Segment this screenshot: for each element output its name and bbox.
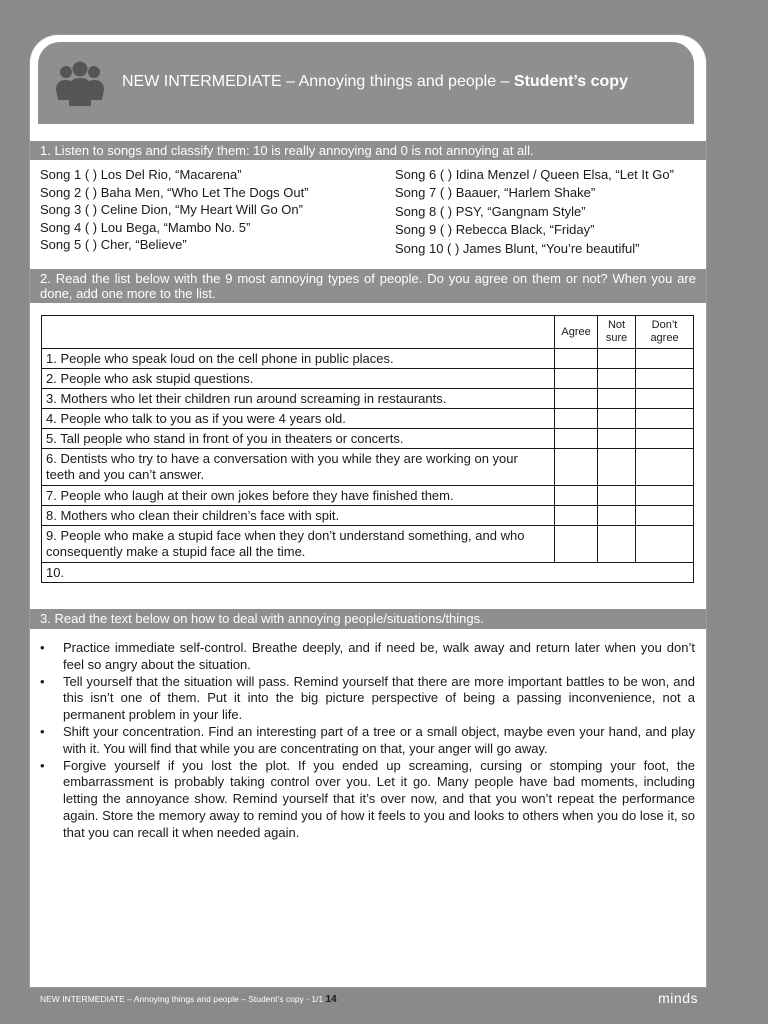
song-item: Song 4 ( ) Lou Bega, “Mambo No. 5”	[40, 219, 251, 235]
bullet-icon: •	[40, 640, 45, 655]
row-text: 2. People who ask stupid questions.	[42, 369, 555, 389]
row-text: 6. Dentists who try to have a conversation with you while they are working on your teeth and you can’t answer.	[42, 449, 555, 486]
table-row	[42, 526, 694, 563]
brand-logo: minds	[658, 990, 698, 1006]
page-number: 14	[325, 994, 337, 1005]
song-item: Song 6 ( ) Idina Menzel / Queen Elsa, “Let It Go”	[395, 167, 674, 182]
song-item: Song 10 ( ) James Blunt, “You’re beautiful”	[395, 240, 640, 256]
table-header-blank	[42, 316, 555, 349]
table-row	[42, 486, 694, 506]
row-text: 8. Mothers who clean their children’s face with spit.	[42, 506, 555, 526]
dont-agree-cell[interactable]	[636, 369, 694, 389]
song-item: Song 8 ( ) PSY, “Gangnam Style”	[395, 203, 586, 219]
not-sure-cell[interactable]	[598, 526, 636, 563]
agree-cell[interactable]	[555, 429, 598, 449]
row-text: 9. People who make a stupid face when they don’t understand something, and who consequently make a stupid face all the time.	[42, 526, 555, 563]
column-not-sure: Not sure	[598, 316, 636, 349]
list-item	[40, 724, 695, 758]
agree-cell[interactable]	[555, 506, 598, 526]
bullet-icon: •	[40, 723, 45, 739]
not-sure-cell[interactable]	[598, 486, 636, 506]
agree-cell[interactable]	[555, 409, 598, 429]
row-text: 4. People who talk to you as if you were 4 years old.	[42, 409, 555, 429]
column-dont-agree: Don’t agree	[636, 316, 694, 349]
section1-instruction: 1. Listen to songs and classify them: 10 is really annoying and 0 is not annoying at all.	[30, 141, 706, 160]
bullet-icon: •	[40, 757, 45, 773]
table-row	[42, 506, 694, 526]
footer-label: NEW INTERMEDIATE – Annoying things and people – Student’s copy - 1/1	[40, 994, 326, 1004]
footer-text	[40, 994, 337, 1005]
table-row	[42, 429, 694, 449]
dont-agree-cell[interactable]	[636, 349, 694, 369]
people-table	[41, 315, 694, 583]
not-sure-cell[interactable]	[598, 409, 636, 429]
row-text: 5. Tall people who stand in front of you in theaters or concerts.	[42, 429, 555, 449]
section2-instruction: 2. Read the list below with the 9 most annoying types of people. Do you agree on them or not? When you are done, add one more to the list.	[30, 269, 706, 303]
dont-agree-cell[interactable]	[636, 449, 694, 486]
not-sure-cell[interactable]	[598, 429, 636, 449]
dont-agree-cell[interactable]	[636, 526, 694, 563]
song-item: Song 9 ( ) Rebecca Black, “Friday”	[395, 222, 595, 238]
dont-agree-cell[interactable]	[636, 389, 694, 409]
agree-cell[interactable]	[555, 486, 598, 506]
people-group-icon	[54, 60, 106, 108]
table-row-blank	[42, 563, 694, 583]
row-10-input[interactable]: 10.	[42, 563, 694, 583]
song-item: Song 2 ( ) Baha Men, “Who Let The Dogs Out”	[40, 184, 309, 200]
list-item	[40, 674, 695, 724]
row-text: 1. People who speak loud on the cell phone in public places.	[42, 349, 555, 369]
song-item: Song 7 ( ) Baauer, “Harlem Shake”	[395, 185, 596, 201]
tip-text: Practice immediate self-control. Breathe deeply, and if need be, walk away and return later when you don’t feel so angry about the situation.	[63, 640, 695, 672]
table-row	[42, 449, 694, 486]
title-bold: Student’s copy	[513, 73, 628, 90]
agree-cell[interactable]	[555, 389, 598, 409]
table-row	[42, 369, 694, 389]
not-sure-cell[interactable]	[598, 389, 636, 409]
tip-text: Shift your concentration. Find an interesting part of a tree or a small object, maybe even your hand, and play with it. You will find that while you are concentrating on that, your anger will go away.	[63, 723, 695, 756]
page-header	[38, 42, 694, 124]
agree-cell[interactable]	[555, 369, 598, 389]
section3-instruction: 3. Read the text below on how to deal with annoying people/situations/things.	[30, 609, 706, 629]
list-item	[40, 758, 695, 842]
bullet-icon: •	[40, 673, 45, 689]
title-text: NEW INTERMEDIATE – Annoying things and people –	[122, 73, 514, 90]
not-sure-cell[interactable]	[598, 449, 636, 486]
agree-cell[interactable]	[555, 349, 598, 369]
songs-left-column	[40, 166, 309, 254]
table-header-row	[42, 316, 694, 349]
row-text: 3. Mothers who let their children run around screaming in restaurants.	[42, 389, 555, 409]
tip-text: Forgive yourself if you lost the plot. If you ended up screaming, cursing or stomping your foot, the embarrassment is probably taking control over you. Let it go. Many people have bad moments, including letting the annoyance show. Remind yourself that it’s over now, and that you won’t repeat the performance again. Store the memory away to remind you of how it feels to you and looks to others when you do lose it, so that you can recall it when needed again.	[63, 757, 695, 840]
column-agree: Agree	[555, 316, 598, 349]
list-item	[40, 640, 695, 674]
dont-agree-cell[interactable]	[636, 429, 694, 449]
song-item: Song 5 ( ) Cher, “Believe”	[40, 237, 187, 252]
song-item: Song 1 ( ) Los Del Rio, “Macarena”	[40, 167, 242, 182]
dont-agree-cell[interactable]	[636, 409, 694, 429]
song-item: Song 3 ( ) Celine Dion, “My Heart Will Go On”	[40, 202, 303, 217]
row-text: 7. People who laugh at their own jokes before they have finished them.	[42, 486, 555, 506]
dont-agree-cell[interactable]	[636, 506, 694, 526]
table-row	[42, 389, 694, 409]
page-title	[122, 73, 628, 91]
tips-list	[40, 640, 695, 842]
songs-right-column	[395, 166, 674, 258]
agree-cell[interactable]	[555, 449, 598, 486]
not-sure-cell[interactable]	[598, 369, 636, 389]
table-row	[42, 409, 694, 429]
not-sure-cell[interactable]	[598, 349, 636, 369]
not-sure-cell[interactable]	[598, 506, 636, 526]
dont-agree-cell[interactable]	[636, 486, 694, 506]
agree-cell[interactable]	[555, 526, 598, 563]
table-row	[42, 349, 694, 369]
tip-text: Tell yourself that the situation will pass. Remind yourself that there are more important battles to be won, and this isn’t one of them. Put it into the big picture perspective of being a passing inconvenience, not a permanent problem in your life.	[63, 673, 695, 723]
